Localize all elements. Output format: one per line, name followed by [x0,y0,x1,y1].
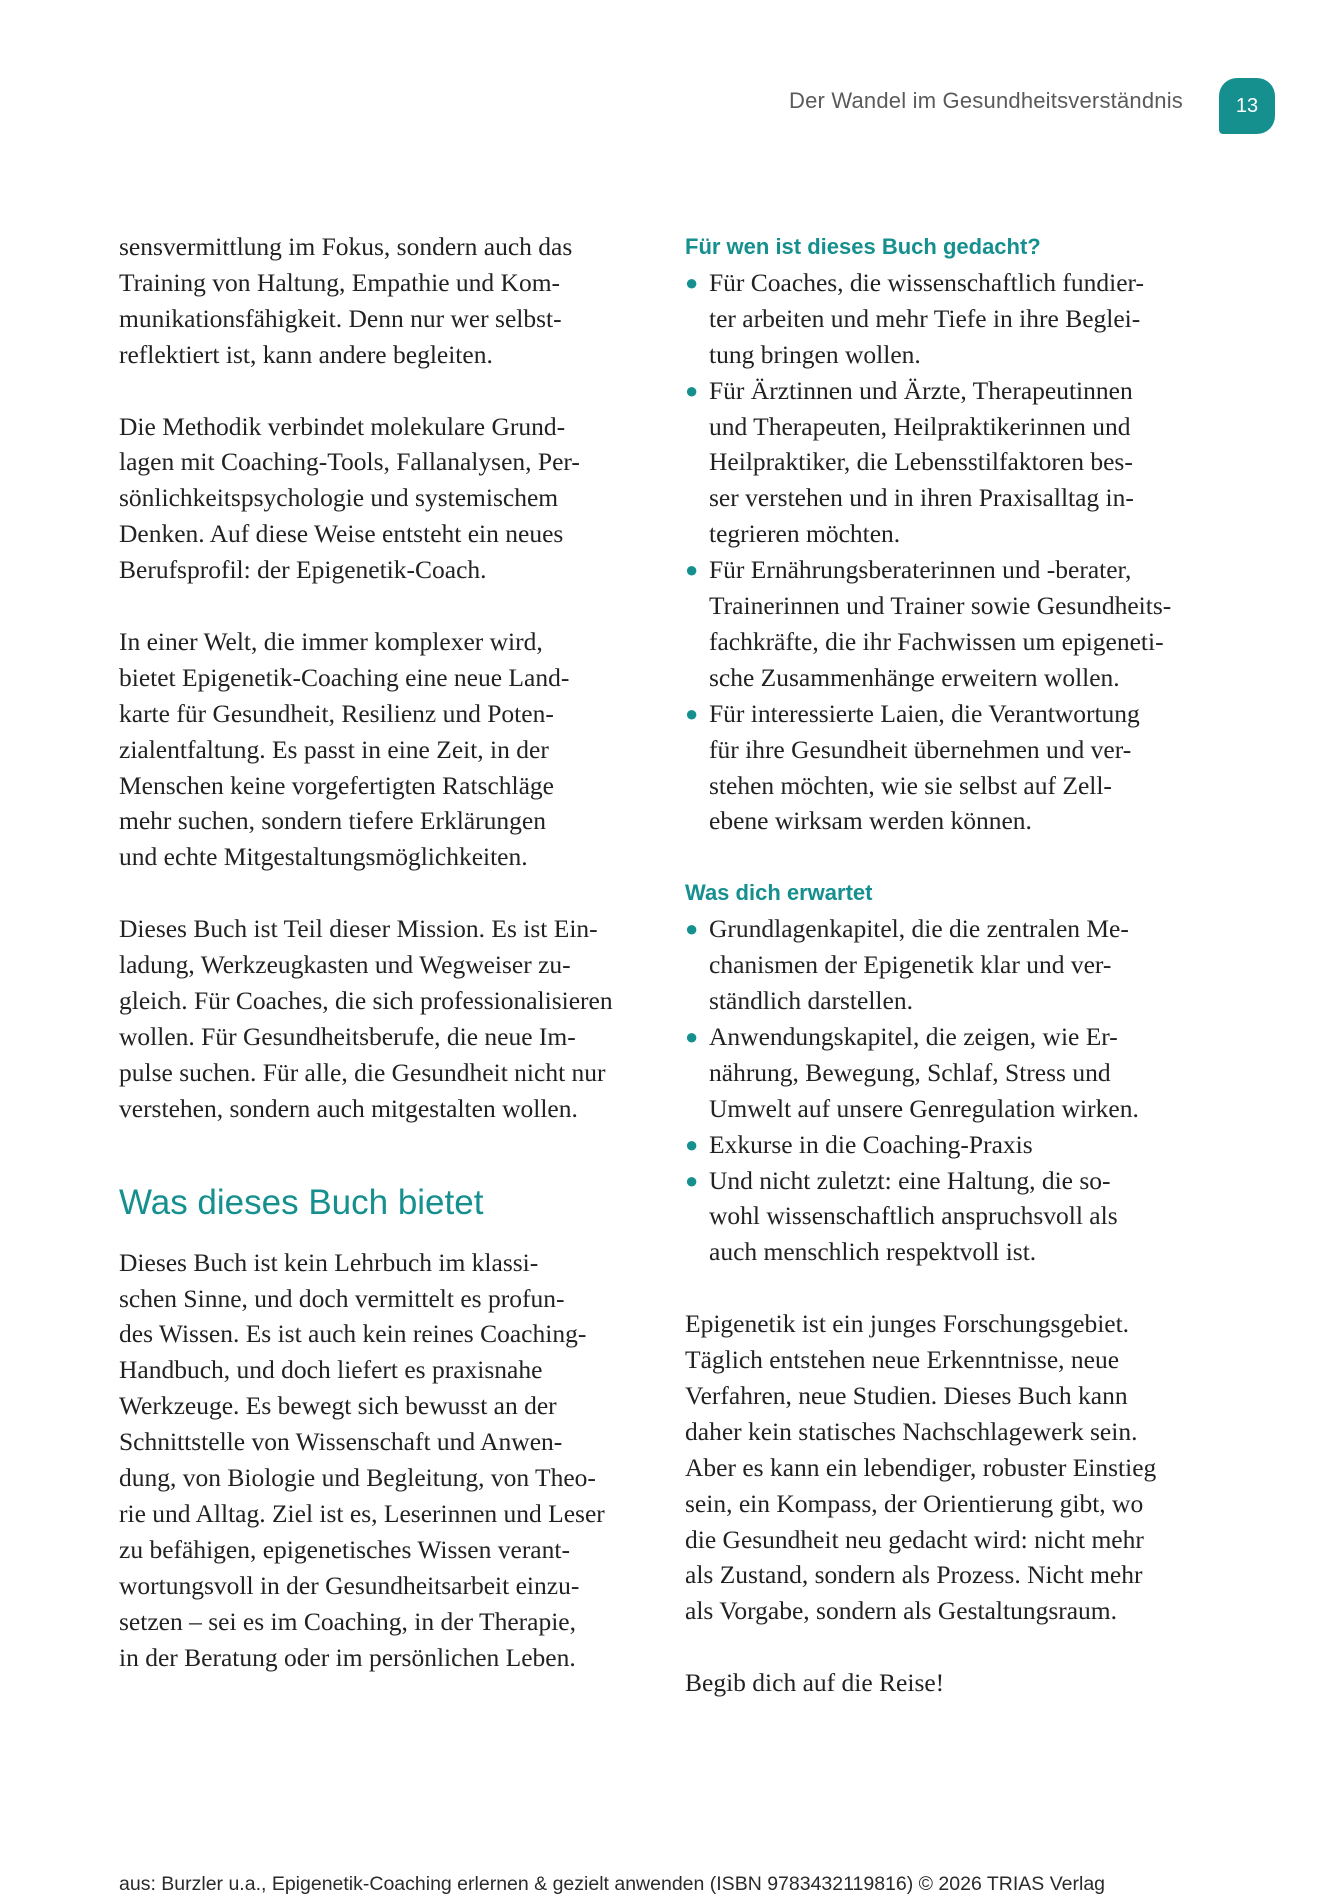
expectations-list [685,911,1205,1270]
list-item [685,1127,1205,1163]
text-line: Und nicht zuletzt: eine Haltung, die so- [709,1165,1111,1195]
paragraph [119,1245,639,1676]
list-item [685,696,1205,840]
text-line: Für Coaches, die wissenschaftlich fundier- [709,267,1144,297]
text-line: für ihre Gesundheit übernehmen und ver- [709,734,1132,764]
text-line: Die Methodik verbindet molekulare Grund- [119,411,566,441]
bullet-icon: ● [685,916,699,942]
source-footer: aus: Burzler u.a., Epigenetik-Coaching erlernen & gezielt anwenden (ISBN 9783432119816) © 2026 TRIAS Verlag [119,1873,1106,1895]
text-line: zu befähigen, epigenetisches Wissen verant- [119,1534,570,1564]
text-line: als Zustand, sondern als Prozess. Nicht mehr [685,1560,1143,1590]
list-item [685,373,1205,553]
text-line: Werkzeuge. Es bewegt sich bewusst an der [119,1391,557,1421]
text-line: in der Beratung oder im persönlichen Leben. [119,1642,576,1672]
paragraph [119,229,639,373]
text-line: des Wissen. Es ist auch kein reines Coaching- [119,1319,587,1349]
text-line: rie und Alltag. Ziel ist es, Leserinnen und Leser [119,1498,605,1528]
text-line: wollen. Für Gesundheitsberufe, die neue Im- [119,1021,576,1051]
text-line: Täglich entstehen neue Erkenntnisse, neue [685,1345,1120,1375]
text-line: und echte Mitgestaltungsmöglichkeiten. [119,842,528,872]
paragraph [119,911,639,1126]
text-line: lagen mit Coaching-Tools, Fallanalysen, Per- [119,447,580,477]
page-number-badge: 13 [1219,78,1275,134]
text-line: karte für Gesundheit, Resilienz und Poten- [119,698,554,728]
text-line: fachkräfte, die ihr Fachwissen um epigeneti- [709,626,1164,656]
text-line: chanismen der Epigenetik klar und ver- [709,950,1112,980]
bullet-icon: ● [685,700,699,726]
list-item [685,552,1205,696]
text-line: Dieses Buch ist Teil dieser Mission. Es ist Ein- [119,914,598,944]
text-line: tegrieren möchten. [709,519,901,549]
text-line: Exkurse in die Coaching-Praxis [709,1129,1033,1159]
text-line: bietet Epigenetik-Coaching eine neue Land- [119,662,570,692]
text-line: schen Sinne, und doch vermittelt es profun- [119,1283,565,1313]
paragraph-spacer [119,588,639,624]
text-line: Aber es kann ein lebendiger, robuster Einstieg [685,1452,1157,1482]
text-line: reflektiert ist, kann andere begleiten. [119,339,493,369]
paragraph-spacer [685,839,1205,875]
text-line: sein, ein Kompass, der Orientierung gibt, wo [685,1488,1144,1518]
text-line: ser verstehen und in ihren Praxisalltag in- [709,483,1134,513]
text-line: Handbuch, und doch liefert es praxisnahe [119,1355,543,1385]
bullet-icon: ● [685,557,699,583]
text-line: sönlichkeitspsychologie und systemischem [119,483,559,513]
text-line: ter arbeiten und mehr Tiefe in ihre Beglei- [709,303,1141,333]
paragraph-spacer [685,1270,1205,1306]
text-line: sche Zusammenhänge erweitern wollen. [709,662,1120,692]
left-column [119,229,639,1675]
text-line: sensvermittlung im Fokus, sondern auch das [119,232,573,261]
text-line: Anwendungskapitel, die zeigen, wie Er- [709,1021,1118,1051]
text-line: pulse suchen. Für alle, die Gesundheit nicht nur [119,1057,606,1087]
text-line: Umwelt auf unsere Genregulation wirken. [709,1093,1139,1123]
paragraph [685,1306,1205,1629]
bullet-icon: ● [685,377,699,403]
bullet-icon: ● [685,1131,699,1157]
text-line: und Therapeuten, Heilpraktikerinnen und [709,411,1131,441]
text-line: Epigenetik ist ein junges Forschungsgebiet. [685,1309,1130,1339]
text-line: Für Ernährungsberaterinnen und -berater, [709,555,1132,585]
text-line: Für Ärztinnen und Ärzte, Therapeutinnen [709,375,1133,405]
paragraph-spacer [119,373,639,409]
right-column [685,229,1205,1701]
list-item [685,911,1205,1019]
final-line: Begib dich auf die Reise! [685,1668,945,1698]
paragraph [119,409,639,589]
list-item [685,265,1205,373]
text-line: auch menschlich respektvoll ist. [709,1237,1037,1267]
text-line: Dieses Buch ist kein Lehrbuch im klassi- [119,1247,539,1277]
text-line: wortungsvoll in der Gesundheitsarbeit einzu- [119,1570,580,1600]
text-line: Denken. Auf diese Weise entsteht ein neues [119,519,564,549]
text-line: stehen möchten, wie sie selbst auf Zell- [709,770,1112,800]
list-item [685,1163,1205,1271]
text-line: nährung, Bewegung, Schlaf, Stress und [709,1057,1111,1087]
paragraph-spacer [119,875,639,911]
text-line: verstehen, sondern auch mitgestalten wollen. [119,1093,578,1123]
text-line: munikationsfähigkeit. Denn nur wer selbst- [119,303,562,333]
text-line: Schnittstelle von Wissenschaft und Anwen- [119,1427,563,1457]
text-line: die Gesundheit neu gedacht wird: nicht mehr [685,1524,1144,1554]
text-line: Heilpraktiker, die Lebensstilfaktoren bes- [709,447,1133,477]
text-line: Grundlagenkapitel, die die zentralen Me- [709,914,1129,944]
subheading-expectations: Was dich erwartet [685,880,873,906]
bullet-icon: ● [685,269,699,295]
text-line: Berufsprofil: der Epigenetik-Coach. [119,555,487,585]
audience-list [685,265,1205,840]
text-line: ebene wirksam werden können. [709,806,1032,836]
text-line: Training von Haltung, Empathie und Kom- [119,267,561,297]
text-line: setzen – sei es im Coaching, in der Therapie, [119,1606,576,1636]
bullet-icon: ● [685,1023,699,1049]
text-line: ladung, Werkzeugkasten und Wegweiser zu- [119,950,571,980]
text-line: Menschen keine vorgefertigten Ratschläge [119,770,554,800]
list-item [685,1019,1205,1127]
paragraph-spacer [685,1629,1205,1665]
paragraph [119,624,639,875]
text-line: tung bringen wollen. [709,339,921,369]
section-heading: Was dieses Buch bietet [119,1182,484,1222]
text-line: Für interessierte Laien, die Verantwortung [709,698,1140,728]
bullet-icon: ● [685,1167,699,1193]
text-line: In einer Welt, die immer komplexer wird, [119,626,543,656]
text-line: als Vorgabe, sondern als Gestaltungsraum. [685,1596,1118,1626]
text-line: mehr suchen, sondern tiefere Erklärungen [119,806,546,836]
text-line: Trainerinnen und Trainer sowie Gesundheits- [709,591,1172,621]
text-line: dung, von Biologie und Begleitung, von Theo- [119,1463,596,1493]
text-line: zialentfaltung. Es passt in eine Zeit, in der [119,734,549,764]
text-line: Verfahren, neue Studien. Dieses Buch kann [685,1380,1128,1410]
text-line: gleich. Für Coaches, die sich professionalisieren [119,985,613,1015]
running-header: Der Wandel im Gesundheitsverständnis [788,88,1183,113]
text-line: ständlich darstellen. [709,985,913,1015]
subheading-audience: Für wen ist dieses Buch gedacht? [685,234,1041,259]
text-line: daher kein statisches Nachschlagewerk sein. [685,1416,1138,1446]
text-line: wohl wissenschaftlich anspruchsvoll als [709,1201,1118,1231]
